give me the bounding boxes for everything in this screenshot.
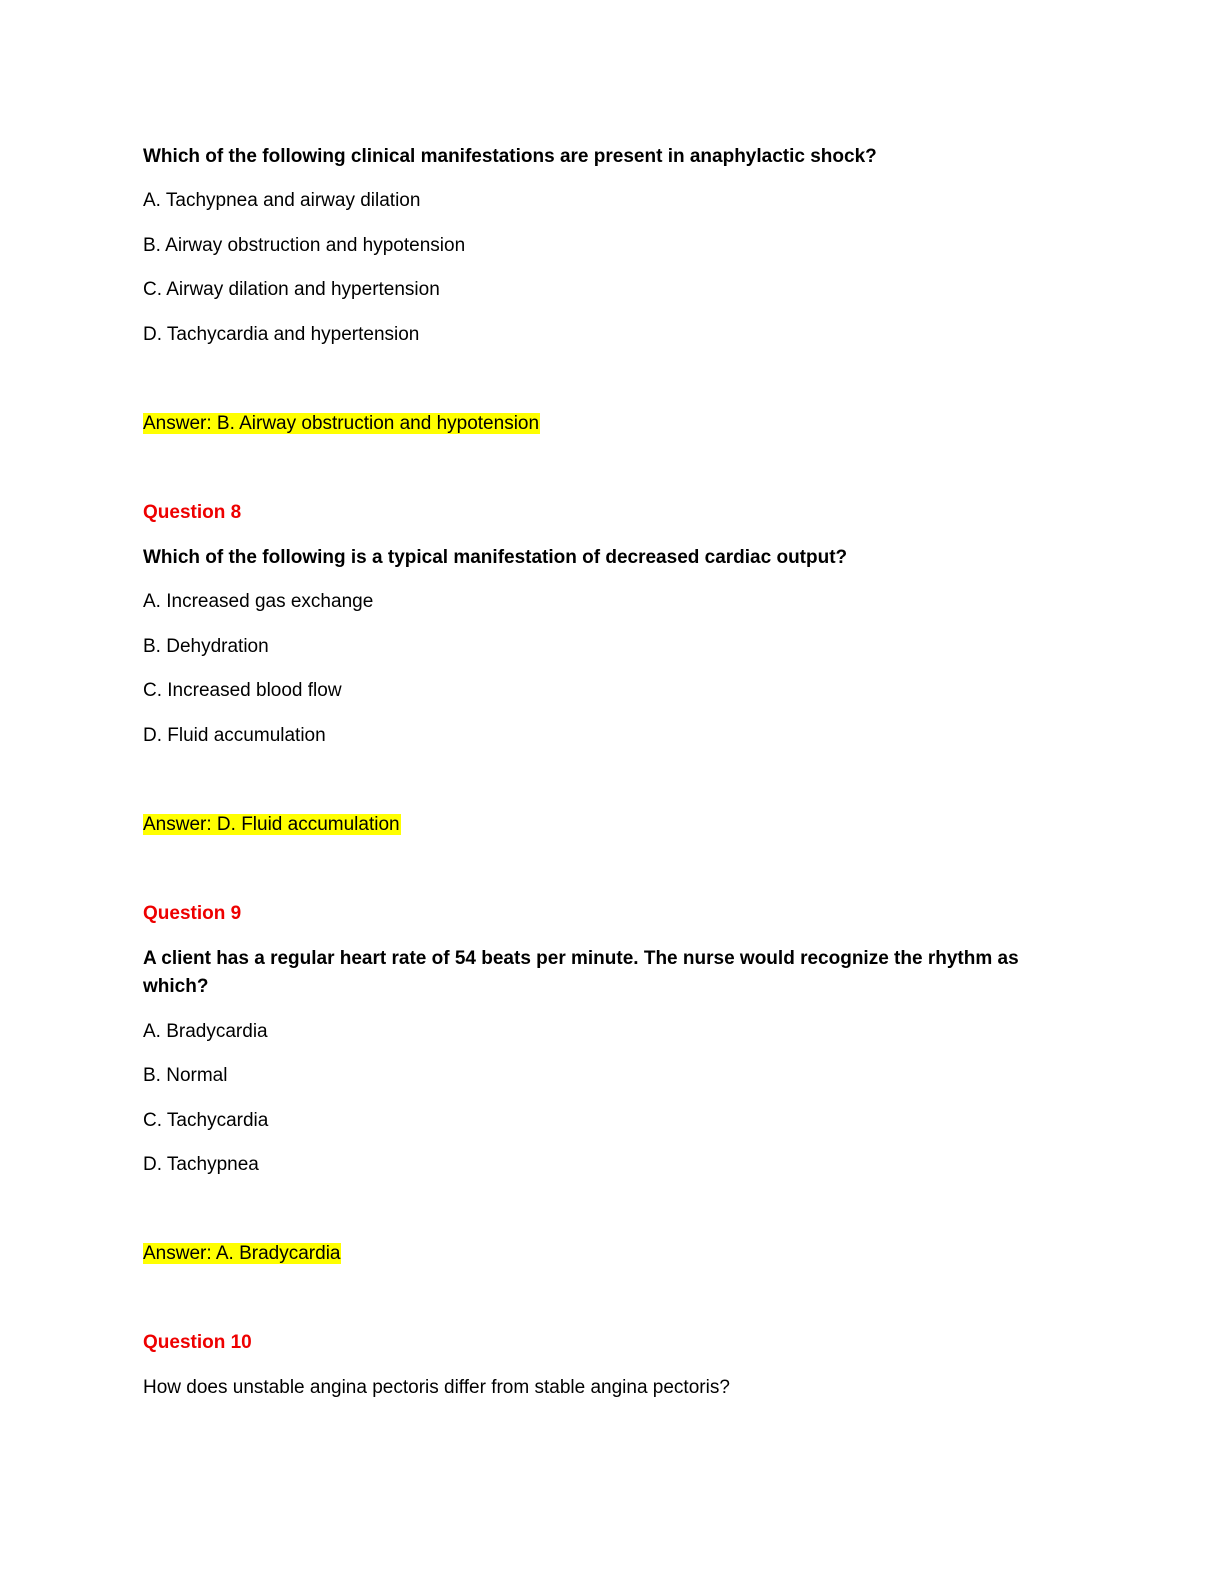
question-text: How does unstable angina pectoris differ from stable angina pectoris? — [143, 1377, 730, 1398]
option-a: A. Tachypnea and airway dilation — [143, 190, 421, 211]
answer-highlight: Answer: A. Bradycardia — [143, 1243, 341, 1264]
question-text-line-1: A client has a regular heart rate of 54 beats per minute. The nurse would recognize the rhythm as — [143, 948, 1019, 969]
option-b: B. Airway obstruction and hypotension — [143, 235, 466, 256]
option-b: B. Dehydration — [143, 636, 269, 657]
question-heading: Question 8 — [143, 502, 242, 523]
option-a: A. Increased gas exchange — [143, 591, 374, 612]
question-text: Which of the following clinical manifestations are present in anaphylactic shock? — [143, 146, 877, 167]
option-a: A. Bradycardia — [143, 1021, 268, 1042]
option-c: C. Tachycardia — [143, 1110, 269, 1131]
option-d: D. Tachycardia and hypertension — [143, 324, 420, 345]
question-text-line-2: which? — [143, 976, 209, 997]
answer-line — [143, 410, 540, 438]
answer-highlight: Answer: D. Fluid accumulation — [143, 814, 400, 835]
option-d: D. Fluid accumulation — [143, 725, 326, 746]
option-c: C. Airway dilation and hypertension — [143, 279, 440, 300]
option-c: C. Increased blood flow — [143, 680, 342, 701]
answer-line — [143, 811, 401, 839]
question-heading: Question 10 — [143, 1332, 252, 1353]
answer-highlight: Answer: B. Airway obstruction and hypotension — [143, 413, 540, 434]
option-d: D. Tachypnea — [143, 1154, 259, 1175]
question-text: Which of the following is a typical manifestation of decreased cardiac output? — [143, 547, 848, 568]
question-heading: Question 9 — [143, 903, 242, 924]
answer-line — [143, 1240, 341, 1268]
option-b: B. Normal — [143, 1065, 228, 1086]
